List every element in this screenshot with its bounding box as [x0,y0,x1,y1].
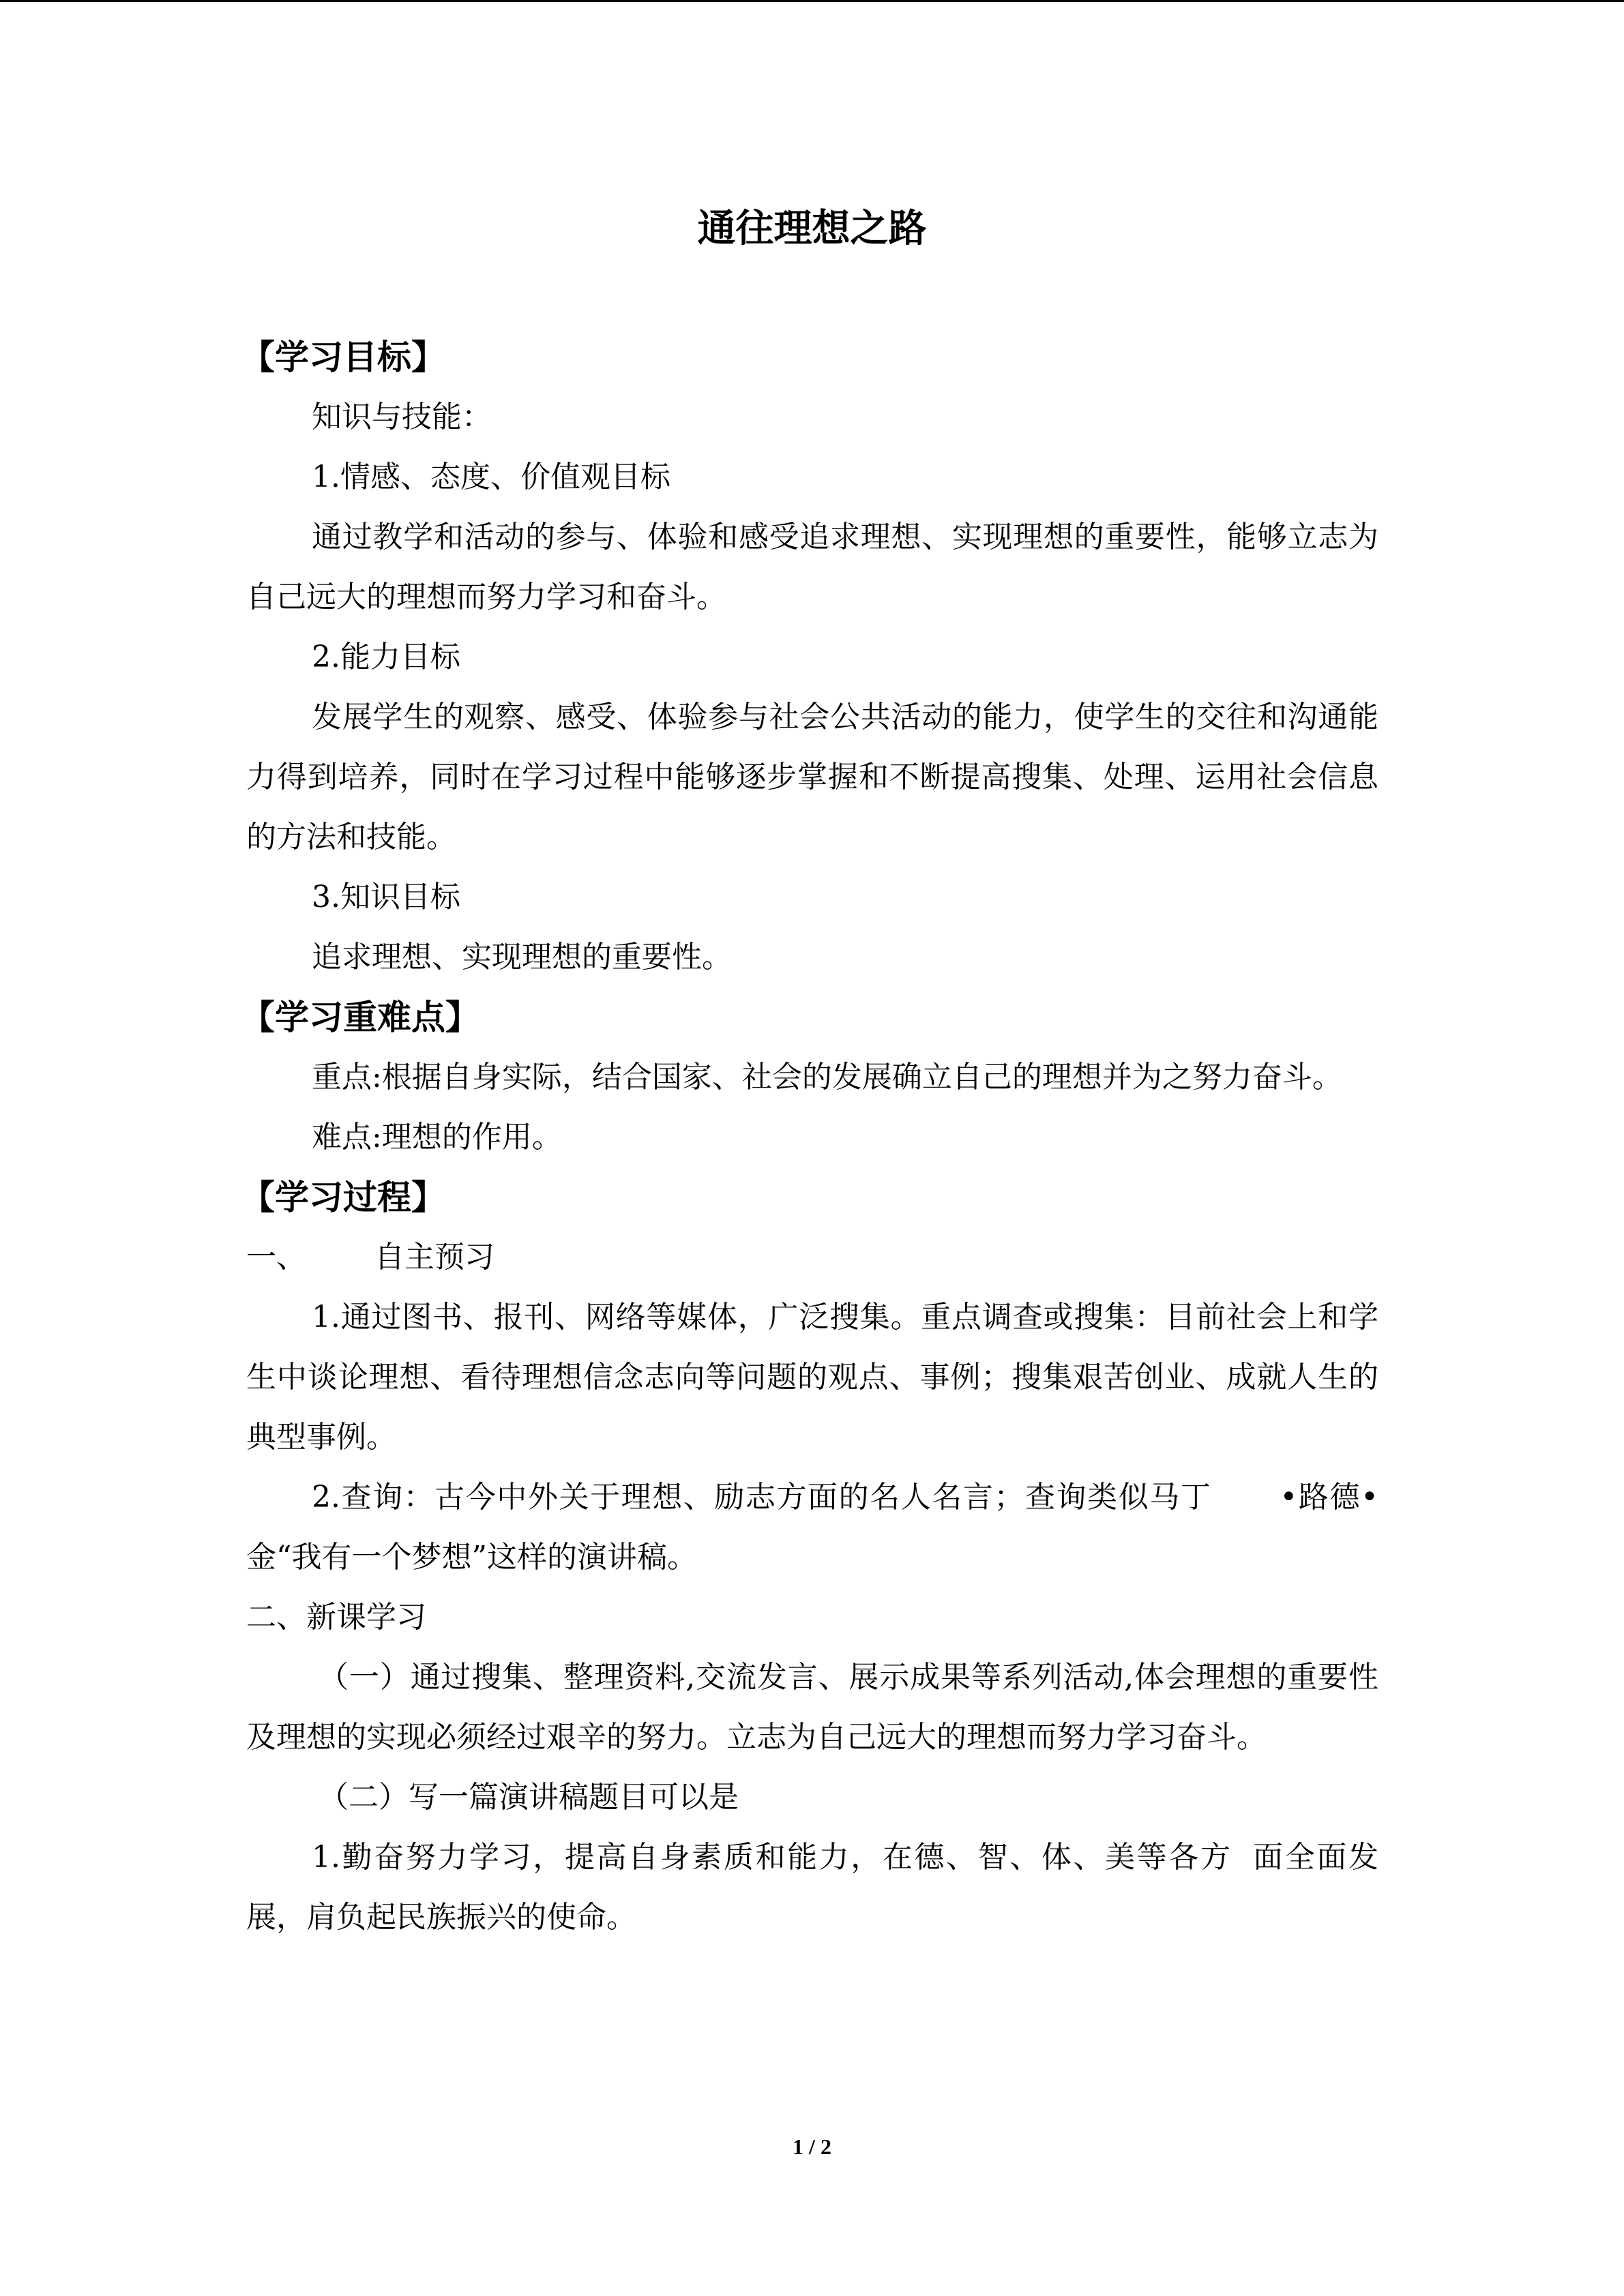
paragraph: 3.知识目标 [312,880,460,914]
page-number: 1 / 2 [793,2134,831,2159]
paragraph: 知识与技能： [312,400,492,434]
paragraph: 难点:理想的作用。 [312,1120,562,1154]
subsection-title-new-lesson: 二、新课学习 [246,1600,426,1635]
paragraph: 重点:根据自身实际，结合国家、社会的发展确立自己的理想并为之努力奋斗。 [312,1060,1342,1094]
text-run: •路德•金“我有一个梦想”这样的演讲稿。 [246,1480,1378,1575]
top-border [0,0,1624,2]
section-heading-key-points: 【学习重难点】 [241,998,479,1037]
paragraph: 追求理想、实现理想的重要性。 [312,940,732,974]
subsection-number: 一、 [246,1240,306,1274]
document-body [241,327,1379,1948]
paragraph: （二）写一篇演讲稿题目可以是 [319,1780,739,1815]
text-run: 1.勤奋努力学习，提高自身素质和能力，在德、智、体、美等各方 [312,1840,1232,1875]
text-run: 2.查询：古今中外关于理想、励志方面的名人名言；查询类似马丁 [312,1480,1212,1515]
paragraph: 1.情感、态度、价值观目标 [312,460,670,494]
paragraph: （一）通过搜集、整理资料,交流发言、展示成果等系列活动,体会理想的重要性及理想的实现必须经过艰辛的努力。立志为自己远大的理想而努力学习奋斗。 [246,1660,1378,1755]
paragraph [246,1828,1378,1948]
section-heading-objectives: 【学习目标】 [241,338,445,377]
paragraph [246,1467,1378,1587]
paragraph: 发展学生的观察、感受、体验参与社会公共活动的能力，使学生的交往和沟通能力得到培养，同时在学习过程中能够逐步掌握和不断提高搜集、处理、运用社会信息的方法和技能。 [246,700,1378,854]
paragraph: 1.通过图书、报刊、网络等媒体，广泛搜集。重点调查或搜集：目前社会上和学生中谈论理想、看待理想信念志向等问题的观点、事例；搜集艰苦创业、成就人生的典型事例。 [246,1300,1378,1455]
text-run: 面全面发展，肩负起民族振兴的使命。 [246,1840,1379,1935]
paragraph: 通过教学和活动的参与、体验和感受追求理想、实现理想的重要性，能够立志为自己远大的理想而努力学习和奋斗。 [246,520,1378,614]
subsection-title-self-study [246,1227,1378,1287]
section-heading-process: 【学习过程】 [241,1178,445,1217]
page-title: 通往理想之路 [697,207,927,251]
subsection-label: 自主预习 [374,1240,494,1274]
paragraph: 2.能力目标 [312,640,460,674]
